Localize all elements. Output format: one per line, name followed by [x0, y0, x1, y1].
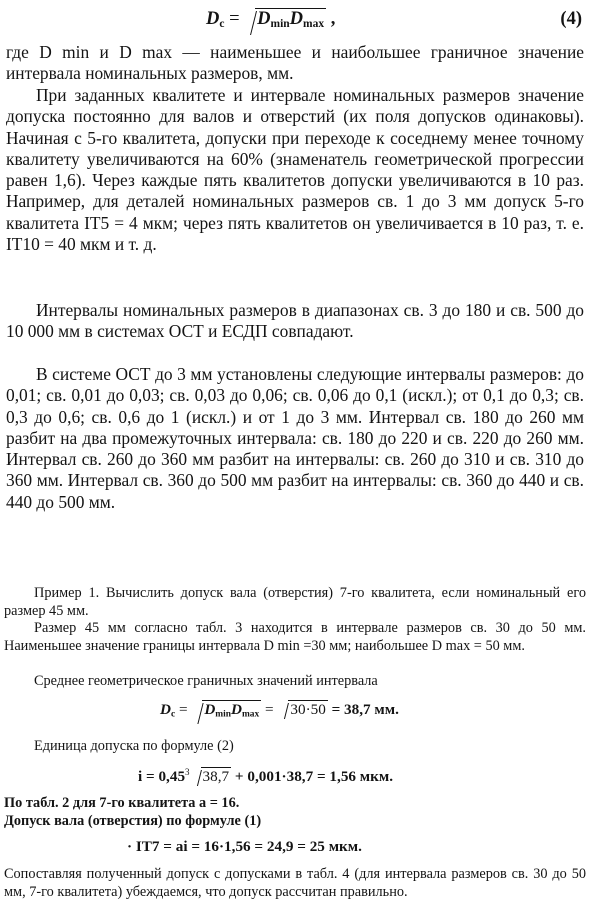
example-interval: Размер 45 мм согласно табл. 3 находится в интервале размеров св. 30 до 50 мм. Наименьшее значение границы интервала D min =30 мм; наибольшее D max = 50 мм. — [4, 620, 586, 654]
paragraph-intervals: Интервалы номинальных размеров в диапазонах св. 3 до 180 и св. 500 до 10 000 мм в системах ОСТ и ЕСДП совпадают. — [6, 300, 584, 342]
example-statement: Пример 1. Вычислить допуск вала (отверстия) 7-го квалитета, если номинальный его размер 45 мм. — [4, 585, 586, 619]
example-conclusion: Сопоставляя полученный допуск с допусками в табл. 4 (для интервала размеров св. 30 до 50 мм, 7-го квалитета) убеждаемся, что допуск рассчитан правильно. — [4, 866, 586, 900]
equation-it7: · IT7 = ai = 16·1,56 = 24,9 = 25 мкм. — [127, 838, 362, 855]
paragraph-tolerance-rules: При заданных квалитете и интервале номинальных размеров значение допуска постоянно для валов и отверстий (их поля допусков одинаковы). Начиная с 5-го квалитета, допуски при переходе к соседнему менее точному квалитету увеличиваются на 60% (знаменатель геометрической прогрессии равен 1,6). Через каждые пять квалитетов допуски увеличиваются в 10 раз. Например, для деталей номинальных размеров св. 1 до 3 мм допуск 5-го квалитета IT5 = 4 мкм; через пять квалитетов он увеличивается в 10 раз, т. е. IT10 = 40 мкм и т. д. — [6, 85, 584, 255]
example-unit-caption: Единица допуска по формуле (2) — [34, 738, 234, 754]
sqrt-sign: $D_{min}D_{max}$ — [191, 701, 261, 724]
equation-unit: $i = 0,45^3$ 38,7 + 0,001·38,7 = 1,56 мкм. — [138, 767, 394, 786]
formula-4: $D_c = D_{min}D_{max}$ , — [206, 9, 335, 35]
equation-mean: $D_c = D_{min}D_{max} = 30\cdot 50 = 38,7$ мм. — [160, 701, 399, 724]
paragraph-where: где D min и D max — наименьшее и наибольшее граничное значение интервала номинальных размеров, мм. — [6, 42, 584, 84]
cube-root-sign: 38,7 — [190, 768, 232, 786]
example-mean-caption: Среднее геометрическое граничных значений интервала — [34, 673, 378, 689]
formula-4-number: (4) — [560, 9, 582, 29]
sqrt-sign: 30·50 — [277, 701, 327, 719]
example-tolerance-caption: Допуск вала (отверстия) по формуле (1) — [4, 813, 262, 829]
sqrt-sign: $D_{min}D_{max}$ — [244, 9, 326, 35]
paragraph-ost-intervals: В системе ОСТ до 3 мм установлены следующие интервалы размеров: до 0,01; св. 0,01 до 0,03; св. 0,03 до 0,06; св. 0,06 до 0,1 (искл.); от 0,1 до 0,3; св. 0,3 до 0,6; св. 0,6 до 1 (искл.) и от 1 до 3 мм. Интервал св. 180 до 260 мм разбит на два промежуточных интервала: св. 180 до 220 и св. 220 до 260 мм. Интервал св. 260 до 360 мм разбит на интервалы: св. 260 до 310 и св. 310 до 360 мм. Интервал св. 360 до 500 мм разбит на интервалы: св. 360 до 440 и св. 440 до 500 мм. — [6, 364, 584, 512]
example-quality-a: По табл. 2 для 7-го квалитета a = 16. — [4, 795, 240, 811]
